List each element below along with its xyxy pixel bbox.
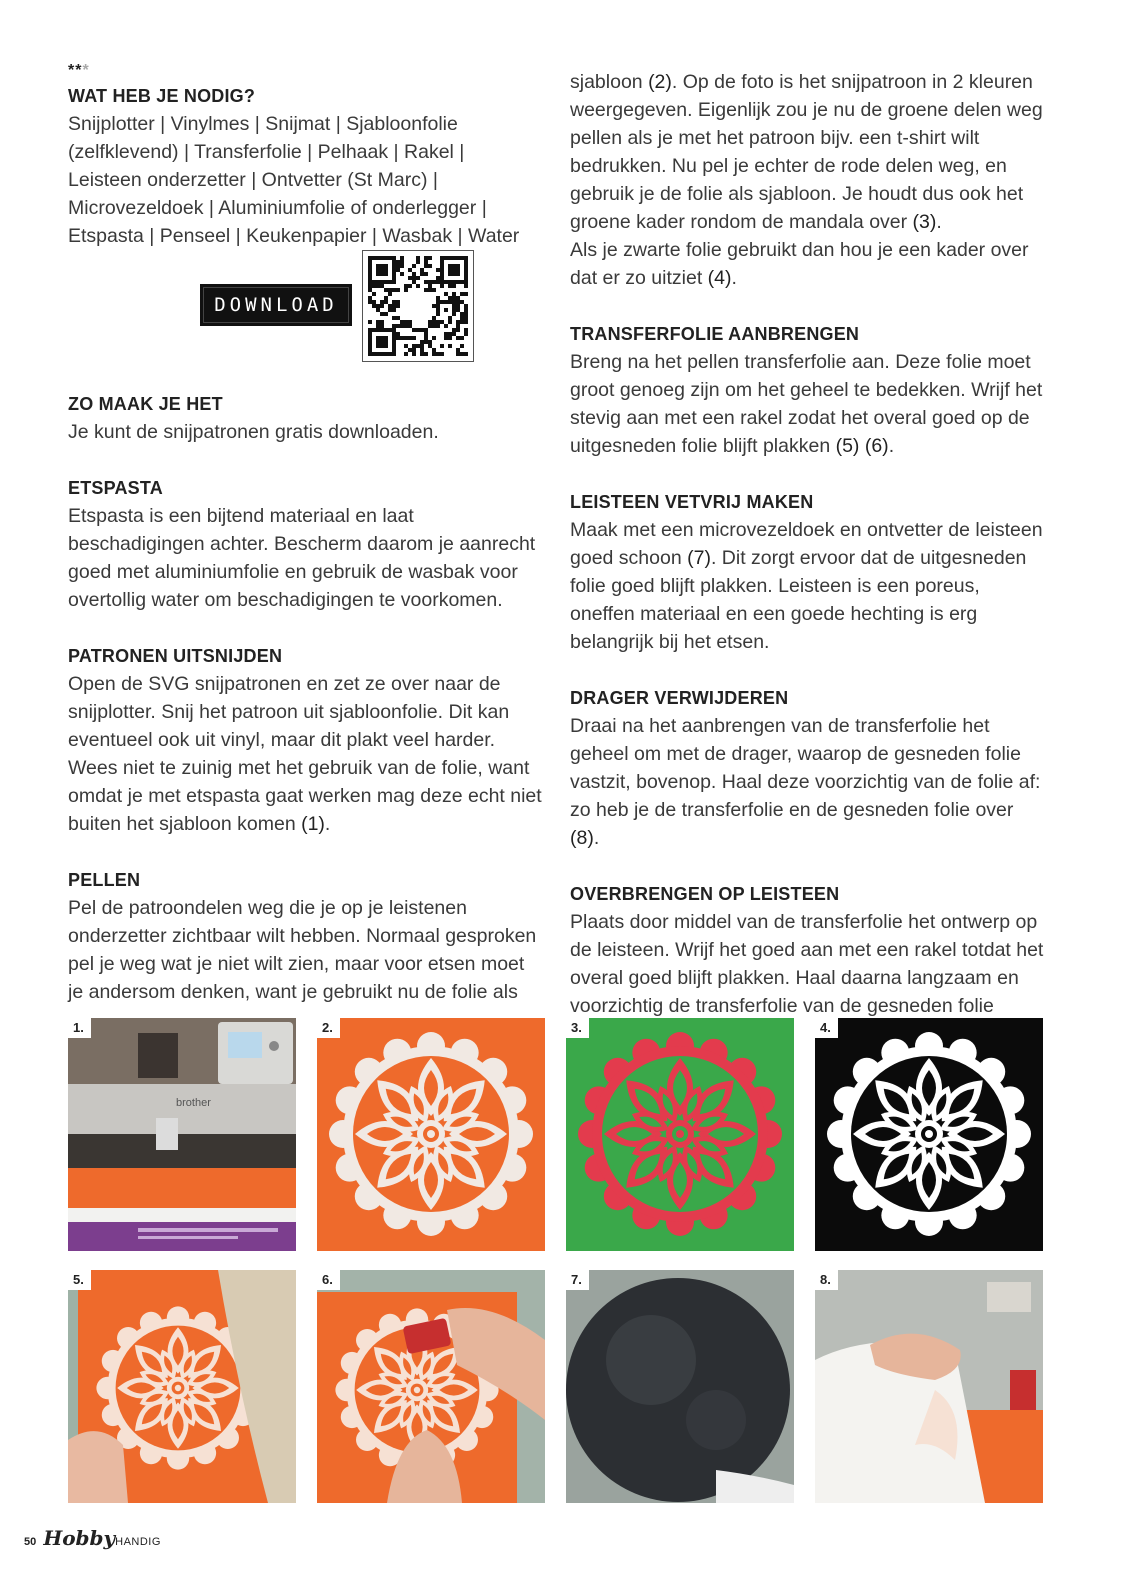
grease-ref: (7) xyxy=(687,547,711,569)
black-foil-text: Als je zwarte folie gebruikt dan hou je een kader over dat er zo uitziet xyxy=(570,239,1029,289)
stencil-text-b: . Op de foto is het snijpatroon in 2 kleuren weergegeven. Eigenlijk zou je nu de groene delen weg pellen als je met het patroon bijv. een t-shirt wilt bedrukken. Nu pel je echter de rode delen weg, en gebruik je de folie als sjabloon. Je houdt dus ook het groene kader rondom de mandala over xyxy=(570,71,1043,233)
stencil-text-a: sjabloon xyxy=(570,71,649,93)
left-column xyxy=(68,60,543,1006)
right-column xyxy=(570,68,1045,1020)
transfer-heading: TRANSFERFOLIE AANBRENGEN xyxy=(570,324,860,344)
carrier-paragraph: Draai na het aanbrengen van de transferfolie het geheel om met de drager, waarop de gesneden folie vastzit, bovenop. Haal deze voorzichtig van de folie af: zo heb je de transferfolie en de gesneden folie over (8). xyxy=(570,715,1041,849)
photo-number: 4. xyxy=(815,1018,838,1038)
qr-code[interactable] xyxy=(362,250,474,362)
download-button[interactable]: DOWNLOAD xyxy=(200,284,352,326)
transfer-paragraph: Breng na het pellen transferfolie aan. Deze folie moet groot genoeg zijn om het geheel te bedekken. Wrijf het stevig aan met een rakel zodat het overal goed op de uitgesneden folie blijft plakken (5) (6). xyxy=(570,351,1043,457)
etspasta-text: Etspasta is een bijtend materiaal en laat beschadigingen achter. Bescherm daarom je aanrecht goed met aluminiumfolie en gebruik de wasbak voor overtollig water om beschadigingen te voorkomen. xyxy=(68,505,536,611)
photo-6-squeegee xyxy=(317,1270,545,1503)
photo-8-remove-carrier xyxy=(815,1270,1043,1503)
page-number: 50 xyxy=(24,1536,37,1548)
page-footer xyxy=(24,1526,161,1550)
photo-number: 1. xyxy=(68,1018,91,1038)
stencil-ref-2: (2) xyxy=(648,71,672,93)
mandala-image-black xyxy=(815,1018,1043,1251)
transfer-text: Breng na het pellen transferfolie aan. Deze folie moet groot genoeg zijn om het geheel te bedekken. Wrijf het stevig aan met een rakel zodat het overal goed op de uitgesneden folie blijft plakken xyxy=(570,351,1043,457)
cut-ref: (1) xyxy=(301,813,325,835)
how-text: Je kunt de snijpatronen gratis downloaden. xyxy=(68,421,439,443)
peel-heading: PELLEN xyxy=(68,870,141,890)
transfer-ref: (5) (6) xyxy=(835,435,889,457)
photo-1-cutter xyxy=(68,1018,296,1251)
photo-4-mandala-black xyxy=(815,1018,1043,1251)
carrier-text: Draai na het aanbrengen van de transferfolie het geheel om met de drager, waarop de gesneden folie vastzit, bovenop. Haal deze voorzichtig van de folie af: zo heb je de transferfolie en de gesneden folie over xyxy=(570,715,1041,821)
magazine-logo: Hobby xyxy=(43,1526,116,1550)
peel-text: Pel de patroondelen weg die je op je leistenen onderzetter zichtbaar wilt hebben. Normaal gesproken pel je weg wat je niet wilt zien, maar voor etsen moet je andersom denken, want je gebruikt nu de folie als xyxy=(68,897,537,1003)
photo-number: 5. xyxy=(68,1270,91,1290)
cut-paragraph: Open de SVG snijpatronen en zet ze over naar de snijplotter. Snij het patroon uit sjabloonfolie. Dit kan eventueel ook uit vinyl, maar dit plakt veel harder. Wees niet te zuinig met het gebruik van de folie, want omdat je met etspasta gaat werken mag deze echt niet buiten het sjabloon komen (1). xyxy=(68,673,542,835)
photo-5-transfer-foil xyxy=(68,1270,296,1503)
photo-number: 2. xyxy=(317,1018,340,1038)
black-foil-ref: (4) xyxy=(707,267,732,289)
photo-2-mandala-white xyxy=(317,1018,545,1251)
how-heading: ZO MAAK JE HET xyxy=(68,394,223,414)
photo-7-slate-cleaning xyxy=(566,1270,794,1503)
cut-heading: PATRONEN UITSNIJDEN xyxy=(68,646,283,666)
difficulty-rating xyxy=(68,60,543,82)
etspasta-heading: ETSPASTA xyxy=(68,478,163,498)
photo-number: 8. xyxy=(815,1270,838,1290)
qr-code-icon xyxy=(363,251,473,361)
carrier-ref: (8) xyxy=(570,827,594,849)
stencil-ref-3: (3) xyxy=(912,211,937,233)
mandala-image-white xyxy=(317,1018,545,1251)
slate-heading: OVERBRENGEN OP LEISTEEN xyxy=(570,884,840,904)
squeegee-image xyxy=(317,1270,545,1503)
brand-label: brother xyxy=(176,1097,211,1109)
download-area xyxy=(68,250,543,390)
carrier-image xyxy=(815,1270,1043,1503)
photo-3-mandala-green-red xyxy=(566,1018,794,1251)
magazine-logo-suffix: HANDIG xyxy=(115,1536,161,1548)
slate-image xyxy=(566,1270,794,1503)
grease-paragraph xyxy=(570,516,1045,656)
black-foil-paragraph: Als je zwarte folie gebruikt dan hou je een kader over dat er zo uitziet (4). xyxy=(570,239,1029,289)
cutter-image xyxy=(68,1018,296,1251)
carrier-heading: DRAGER VERWIJDEREN xyxy=(570,688,789,708)
photo-number: 7. xyxy=(566,1270,589,1290)
needs-text: Snijplotter | Vinylmes | Snijmat | Sjabloonfolie (zelfklevend) | Transferfolie | Pelhaak | Rakel | Leisteen onderzetter | Ontvetter (St Marc) | Microvezeldoek | Aluminiumfolie of onderlegger | Etspasta | Penseel | Keukenpapier | Wasbak | Water xyxy=(68,113,520,247)
photo-number: 6. xyxy=(317,1270,340,1290)
cut-text: Open de SVG snijpatronen en zet ze over naar de snijplotter. Snij het patroon uit sjabloonfolie. Dit kan eventueel ook uit vinyl, maar dit plakt veel harder. Wees niet te zuinig met het gebruik van de folie, want omdat je met etspasta gaat werken mag deze echt niet buiten het sjabloon komen xyxy=(68,673,542,835)
stencil-paragraph: sjabloon (2). Op de foto is het snijpatroon in 2 kleuren weergegeven. Eigenlijk zou je nu de groene delen weg pellen als je met het patroon bijv. een t-shirt wilt bedrukken. Nu pel je echter de rode delen weg, en gebruik je de folie als sjabloon. Je houdt dus ook het groene kader rondom de mandala over (3). xyxy=(570,71,1043,233)
difficulty-stars-empty: * xyxy=(82,62,90,79)
needs-heading: WAT HEB JE NODIG? xyxy=(68,86,256,106)
difficulty-stars-filled: ** xyxy=(68,62,83,79)
transfer-foil-image xyxy=(68,1270,296,1503)
grease-text-a: Maak met een microvezeldoek en ontvetter de leisteen goed schoon xyxy=(570,519,1043,569)
slate-text: Plaats door middel van de transferfolie het ontwerp op de leisteen. Wrijf het goed aan met een rakel totdat het overal goed blijft plakken. Haal daarna langzaam en voorzichtig de transferfolie van de gesneden folie xyxy=(570,911,1044,1017)
step-photos xyxy=(68,1018,1044,1504)
mandala-image-green-red xyxy=(566,1018,794,1251)
grease-heading: LEISTEEN VETVRIJ MAKEN xyxy=(570,492,814,512)
grease-text-b: . Dit zorgt ervoor dat de uitgesneden folie goed blijft plakken. Leisteen is een poreus, oneffen materiaal en een goede hechting is erg belangrijk bij het etsen. xyxy=(570,547,1027,653)
photo-number: 3. xyxy=(566,1018,589,1038)
